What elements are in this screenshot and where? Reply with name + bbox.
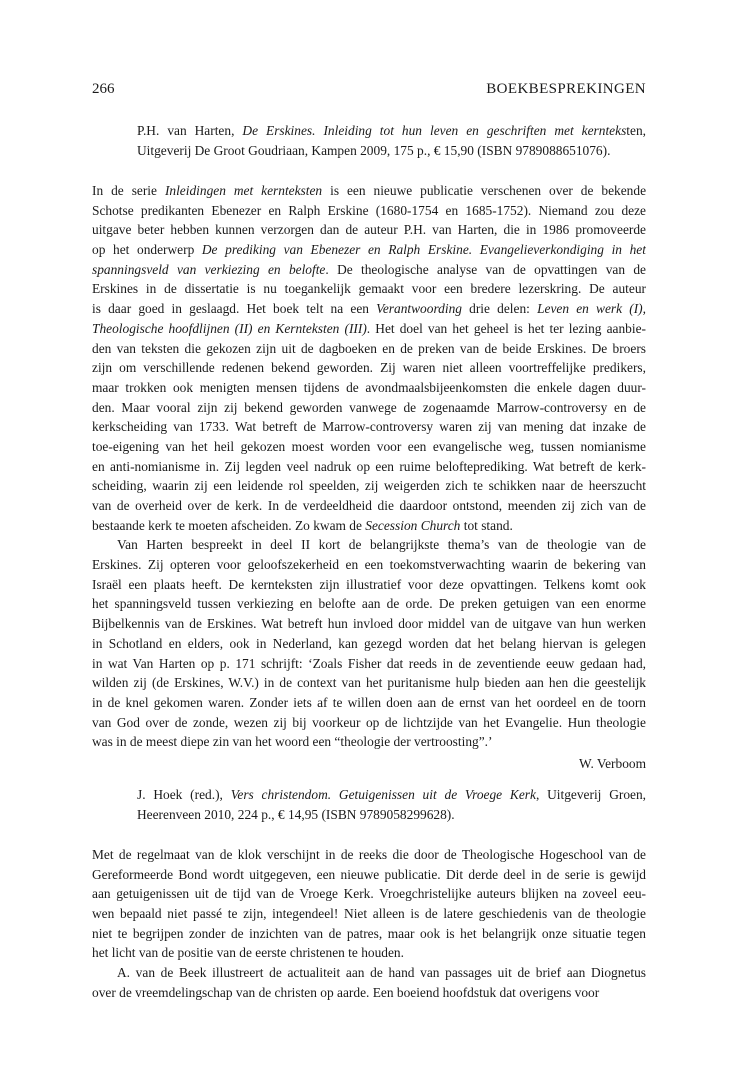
text-run: op het onderwerp xyxy=(92,242,202,258)
text-line xyxy=(92,181,646,201)
text-line xyxy=(92,713,646,733)
text-run: niet te begrijpen zonder de inzichten van de patres, maar ook is het belangrijk onze situatie tegen xyxy=(92,925,646,941)
text-line xyxy=(92,339,646,359)
text-run: wilden zij (de Erskines, W.V.) in de context van het puritanisme hulp bieden aan hen die geestelijk xyxy=(92,675,646,691)
text-line xyxy=(92,319,646,339)
text-line xyxy=(92,673,646,693)
text-line xyxy=(92,693,646,713)
text-run: kerkscheiding van 1733. Wat betreft de Marrow-controversy waren zij van mening dat inzake de xyxy=(92,419,646,435)
text-run: A. van de Beek illustreert de actualiteit aan de hand van passages uit de brief aan Diognetus xyxy=(117,965,646,981)
text-line xyxy=(92,983,646,1003)
text-run: uitgave beter hebben kunnen verzorgen dan de auteur P.H. van Harten, die in 1986 promoveerde xyxy=(92,222,646,238)
text-run: Gereformeerde Bond wordt uitgegeven, een nieuwe publicatie. Dit derde deel in de serie is gewijd xyxy=(92,866,646,882)
italic-text: Theologische hoofdlijnen (II) en Kernteksten (III) xyxy=(92,320,367,336)
text-run: en anti-nomianisme in. Zij legden veel nadruk op een ruime belofteprediking. Wat betreft de kerk- xyxy=(92,458,646,474)
text-run: Schotse predikanten Ebenezer en Ralph Erskine (1680-1754 en 1685-1752). Niemand zou deze xyxy=(92,202,646,218)
italic-text: Secession Church xyxy=(365,517,461,533)
text-run: is daar goed in geslaagd. Het boek telt na een xyxy=(92,301,377,317)
text-line xyxy=(92,634,646,654)
text-run: Van Harten bespreekt in deel II kort de belangrijkste thema’s van de theologie van de xyxy=(117,537,646,553)
text-line xyxy=(92,476,646,496)
text-run: in de knel gekomen waren. Zonder iets af te willen doen aan de ernst van het oordeel en de toorn xyxy=(92,694,646,710)
text-run: Uitgeverij De Groot Goudriaan, Kampen 2009, 175 p., € 15,90 (ISBN 9789088651076). xyxy=(137,143,611,159)
review-1-body xyxy=(92,181,646,752)
italic-text: De Erskines. Inleiding tot hun leven en geschriften met kernteks xyxy=(242,123,627,138)
text-line xyxy=(92,358,646,378)
review-2-body xyxy=(92,845,646,1003)
text-run: Met de regelmaat van de klok verschijnt in de reeks die door de Theologische Hogeschool van de xyxy=(92,847,646,862)
text-line xyxy=(92,555,646,575)
text-line xyxy=(92,904,646,924)
italic-text: spanningsveld van verkiezing en belofte xyxy=(92,261,326,277)
text-line xyxy=(92,865,646,885)
text-run: maar trokken ook menigten mensen tijdens de avondmaalsbijeenkomsten die enkele dagen duur- xyxy=(92,379,646,395)
text-line xyxy=(92,575,646,595)
text-run: Israël een plaats heeft. De kernteksten zijn illustratief voor deze opvattingen. Telkens komt ook xyxy=(92,576,646,592)
text-run: Erskines in de dissertatie is nu toegankelijk gemaakt voor een bredere lezerskring. De auteur xyxy=(92,281,646,297)
text-line xyxy=(92,201,646,221)
text-line xyxy=(92,220,646,240)
text-line xyxy=(92,654,646,674)
text-run: het spanningsveld tussen verkiezing en belofte aan de orde. De preken getuigen van een enorme xyxy=(92,596,646,612)
text-run: in wat Van Harten op p. 171 schrijft: ‘Zoals Fisher dat reeds in de zeventiende eeuw gedaan had, xyxy=(92,655,646,671)
text-line xyxy=(92,437,646,457)
review-1-signature: W. Verboom xyxy=(579,756,646,771)
text-line xyxy=(92,516,646,536)
text-run: is een nieuwe publicatie verschenen over de bekende xyxy=(322,183,646,198)
text-line xyxy=(92,398,646,418)
text-line xyxy=(92,299,646,319)
bib-paragraph xyxy=(137,785,646,826)
text-run: In de serie xyxy=(92,183,165,198)
text-run: tot stand. xyxy=(460,517,513,533)
text-run: over de vreemdelingschap van de christen op aarde. Een boeiend hoofdstuk dat overigens voor xyxy=(92,984,600,1000)
running-title: BOEKBESPREKINGEN xyxy=(486,81,646,97)
italic-text: Vers christendom. Getuigenissen uit de Vroege Kerk xyxy=(230,787,536,802)
text-line xyxy=(92,260,646,280)
text-run: , Uitgeverij Groen, xyxy=(535,787,646,802)
text-line xyxy=(92,924,646,944)
text-line xyxy=(92,279,646,299)
text-line xyxy=(92,417,646,437)
text-run: P.H. van Harten, xyxy=(137,123,243,138)
text-run: den van teksten die gekozen zijn uit de dagboeken en de preken van de beide Erskines. De broers xyxy=(92,340,646,356)
text-line xyxy=(92,457,646,477)
text-run: Heerenveen 2010, 224 p., € 14,95 (ISBN 9789058299628). xyxy=(137,807,455,823)
text-line xyxy=(92,594,646,614)
text-run: J. Hoek (red.), xyxy=(137,787,231,802)
text-run: van de overheid over de kerk. In de verdeeldheid die daardoor ontstond, meenden zij zich van de xyxy=(92,498,646,513)
text-line xyxy=(92,963,646,983)
text-line xyxy=(92,614,646,634)
text-line xyxy=(92,732,646,752)
text-run: wen bepaald niet passé te zijn, integendeel! Niet alleen is de latere geschiedenis van de theologie xyxy=(92,906,646,922)
text-run: bestaande kerk te moeten afscheiden. Zo kwam de xyxy=(92,517,366,533)
italic-text: Verantwoording xyxy=(376,301,462,317)
text-run: aan getuigenissen uit de tijd van de Vroege Kerk. Vroegchristelijke auteurs blijken na zoveel eeu- xyxy=(92,886,646,902)
text-line xyxy=(92,535,646,555)
text-run: van God over de zonde, wezen zij bij voorkeur op de lichtzijde van het Evangelie. Hun theologie xyxy=(92,714,646,730)
text-run: . Het doel van het geheel is het ter lezing aanbie- xyxy=(366,320,646,336)
bib-paragraph xyxy=(137,121,646,162)
text-run: Erskines. Zij opteren voor geloofszekerheid en een toekomstverwachting waarin de bekering van xyxy=(92,557,646,573)
running-head xyxy=(92,79,646,99)
text-line xyxy=(92,845,646,865)
text-run: Bijbelkennis van de Erskines. Wat betreft hun invloed door middel van de uitgave van hun werken xyxy=(92,616,646,632)
text-line xyxy=(92,496,646,516)
text-run: was in de meest diepe zin van het woord een “theologie der vertroosting”.’ xyxy=(92,734,493,750)
italic-text: Inleidingen met kernteksten xyxy=(164,183,323,198)
text-run: ten, xyxy=(626,123,646,138)
text-run: zijn om verschillende redenen bekend geworden. Zij waren niet alleen voortreffelijke predikers, xyxy=(92,360,646,376)
italic-text: Leven en werk (I), xyxy=(537,301,646,317)
text-line xyxy=(92,943,646,963)
text-line xyxy=(92,240,646,260)
review-2-bibliographic-entry xyxy=(137,785,646,826)
page-number: 266 xyxy=(92,81,115,97)
text-line xyxy=(92,378,646,398)
text-run: het licht van de positie van de eerste christenen te houden. xyxy=(92,945,404,961)
text-run: drie delen: xyxy=(461,301,538,317)
text-run: toe-eigening van het heil gekozen moest worden voor een evangelische weg, tussen nomianisme xyxy=(92,438,646,454)
italic-text: De prediking van Ebenezer en Ralph Erskine. Evangelieverkondiging in het xyxy=(201,242,646,258)
text-run: in Schotland en elders, ook in Nederland, kan gezegd worden dat het belang hiervan is gelegen xyxy=(92,635,646,651)
review-1-bibliographic-entry xyxy=(137,121,646,162)
text-run: scheiding, waarin zij een leidende rol speelden, zij weigerden zich te schikken naar de heerszucht xyxy=(92,478,646,494)
text-run: den. Maar vooral zijn zij bekend geworden vanwege de zogenaamde Marrow-controversy en de xyxy=(92,399,646,415)
text-line xyxy=(92,884,646,904)
text-run: . De theologische analyse van de opvattingen van de xyxy=(325,261,646,277)
